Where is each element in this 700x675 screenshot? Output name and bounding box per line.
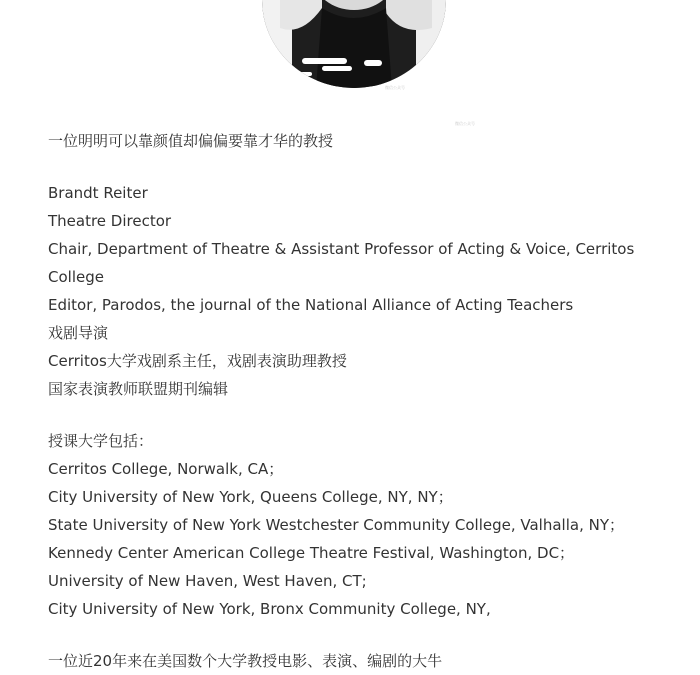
university-item: Cerritos College, Norwalk, CA；: [48, 460, 284, 478]
article-body: [48, 127, 668, 675]
profile-role: Cerritos大学戏剧系主任，戏剧表演助理教授: [48, 352, 347, 370]
university-item: University of New Haven, West Haven, CT;: [48, 572, 367, 590]
university-item: Kennedy Center American College Theatre Festival, Washington, DC；: [48, 544, 575, 562]
spacer: [48, 155, 668, 179]
university-item: City University of New York, Bronx Community College, NY,: [48, 600, 491, 618]
watermark-text: 微信公众号: [455, 121, 475, 126]
universities-heading: 授课大学包括：: [48, 432, 154, 450]
profile-role: 国家表演教师联盟期刊编辑: [48, 380, 229, 398]
spacer: [48, 623, 668, 647]
profile-name: Brandt Reiter: [48, 184, 148, 202]
profile-role: 戏剧导演: [48, 324, 109, 342]
portrait-image: [262, 0, 446, 90]
university-item: City University of New York, Queens College, NY, NY；: [48, 488, 453, 506]
profile-role: Theatre Director: [48, 212, 172, 230]
profile-role: Chair, Department of Theatre & Assistant Professor of Acting & Voice, Cerritos College: [48, 240, 635, 286]
watermark-text: 微信公众号: [385, 85, 405, 90]
tagline: 一位明明可以靠颜值却偏偏要靠才华的教授: [48, 132, 334, 150]
profile-photo: [262, 0, 446, 90]
profile-role: Editor, Parodos, the journal of the National Alliance of Acting Teachers: [48, 296, 574, 314]
spacer: [48, 403, 668, 427]
closing-line: 一位近20年来在美国数个大学教授电影、表演、编剧的大牛: [48, 652, 443, 670]
university-item: State University of New York Westchester Community College, Valhalla, NY；: [48, 516, 624, 534]
